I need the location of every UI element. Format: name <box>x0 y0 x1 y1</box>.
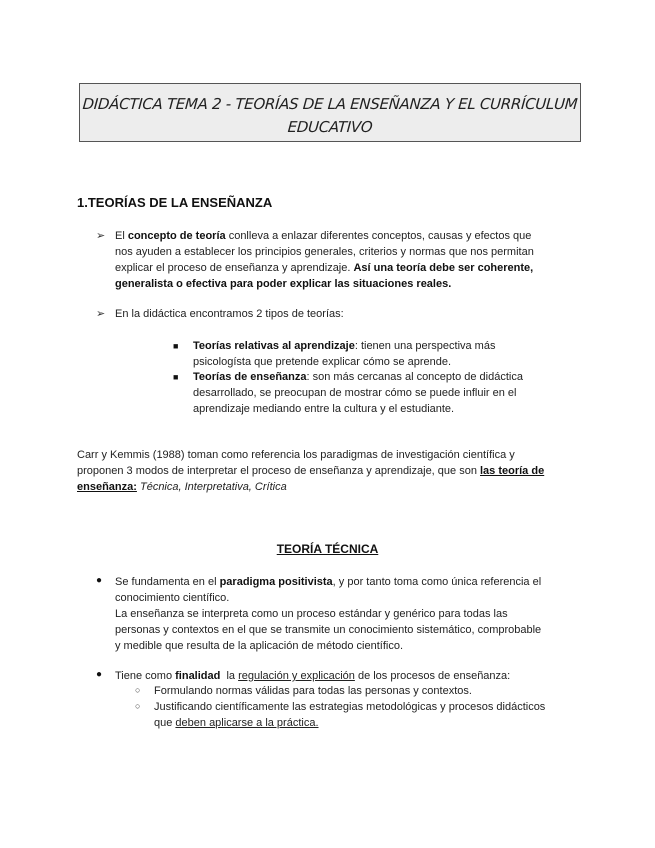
teaching-theories-item: Teorías de enseñanza: son más cercanas al concepto de didáctica desarrollado, se preocupan de mostrar cómo se puede influir en el aprendizaje mediando entre la cultura y el estudiante. <box>193 371 523 415</box>
positivist-paradigm-paragraph: Se fundamenta en el paradigma positivista, y por tanto toma como única referencia el conocimiento científico. La enseñanza se interpreta como un proceso estándar y genérico para todas las personas y contextos en el que se transmite un conocimiento sistemático, comprobable y medible que resulta de la aplicación de método científico. <box>115 576 542 652</box>
circle-bullet-icon: ○ <box>135 685 141 695</box>
dot-bullet-icon: ● <box>96 669 103 680</box>
title-box <box>79 83 581 142</box>
norms-sub-item: Formulando normas válidas para todas las personas y contextos. <box>154 685 472 697</box>
title-line-1: DIDÁCTICA TEMA 2 - TEORÍAS DE LA ENSEÑANZA Y EL CURRÍCULUM <box>82 95 579 113</box>
arrow-bullet-icon: ➢ <box>96 230 106 242</box>
purpose-paragraph: Tiene como finalidad la regulación y explicación de los procesos de enseñanza: <box>115 670 511 682</box>
scientific-justification-sub-item: Justificando científicamente las estrategias metodológicas y procesos didácticos que deben aplicarse a la práctica. <box>154 701 546 729</box>
square-bullet-icon: ■ <box>173 341 179 351</box>
theory-concept-paragraph: El concepto de teoría conlleva a enlazar diferentes conceptos, causas y efectos que nos ayuden a establecer los principios generales, criterios y normas que nos permitan explicar el proceso de enseñanza y aprendizaje. Así una teoría debe ser coherente, generalista o efectiva para poder explicar las situaciones reales. <box>115 230 534 290</box>
dot-bullet-icon: ● <box>96 575 103 586</box>
section-1-heading: 1.TEORÍAS DE LA ENSEÑANZA <box>77 195 273 210</box>
technical-theory-heading: TEORÍA TÉCNICA <box>276 542 379 556</box>
arrow-bullet-icon: ➢ <box>96 308 106 320</box>
theory-types-intro: En la didáctica encontramos 2 tipos de teorías: <box>115 308 344 320</box>
title-line-2: EDUCATIVO <box>287 118 373 136</box>
circle-bullet-icon: ○ <box>135 701 141 711</box>
carr-kemmis-paragraph: Carr y Kemmis (1988) toman como referencia los paradigmas de investigación científica y proponen 3 modos de interpretar el proceso de enseñanza y aprendizaje, que son las teoría de enseñanza: Técnica, Interpretativa, Crítica <box>77 449 545 493</box>
learning-theories-item: Teorías relativas al aprendizaje: tienen una perspectiva más psicologísta que pretende explicar cómo se aprende. <box>193 340 496 368</box>
square-bullet-icon: ■ <box>173 372 179 382</box>
